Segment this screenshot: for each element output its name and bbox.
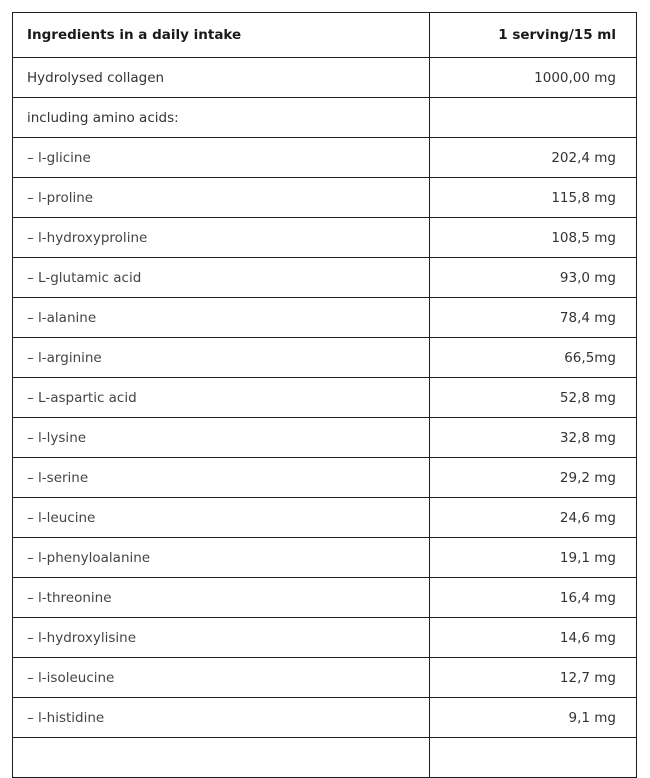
ingredient-amount: 29,2 mg	[430, 458, 637, 498]
ingredient-name: – l-hydroxylisine	[13, 618, 430, 658]
ingredient-amount: 202,4 mg	[430, 138, 637, 178]
table-row	[13, 498, 637, 538]
ingredient-amount: 16,4 mg	[430, 578, 637, 618]
ingredient-name: – l-histidine	[13, 698, 430, 738]
ingredient-name: Hydrolysed collagen	[13, 58, 430, 98]
table-row	[13, 698, 637, 738]
ingredient-amount: 9,1 mg	[430, 698, 637, 738]
ingredient-name: – l-serine	[13, 458, 430, 498]
table-row	[13, 618, 637, 658]
ingredient-name: – l-lysine	[13, 418, 430, 458]
ingredient-name: – l-leucine	[13, 498, 430, 538]
ingredient-name: including amino acids:	[13, 98, 430, 138]
ingredient-name: – l-hydroxyproline	[13, 218, 430, 258]
ingredient-amount: 108,5 mg	[430, 218, 637, 258]
ingredient-name: – l-arginine	[13, 338, 430, 378]
ingredient-name: – l-glicine	[13, 138, 430, 178]
ingredient-amount: 1000,00 mg	[430, 58, 637, 98]
ingredient-amount: 32,8 mg	[430, 418, 637, 458]
ingredient-name: – l-threonine	[13, 578, 430, 618]
table-row	[13, 538, 637, 578]
ingredient-amount: 24,6 mg	[430, 498, 637, 538]
ingredients-table-container	[12, 12, 636, 778]
ingredient-amount: 12,7 mg	[430, 658, 637, 698]
table-row	[13, 338, 637, 378]
ingredient-name: – l-alanine	[13, 298, 430, 338]
ingredient-name: – L-glutamic acid	[13, 258, 430, 298]
table-row	[13, 98, 637, 138]
table-row	[13, 658, 637, 698]
table-row	[13, 378, 637, 418]
ingredient-name: – l-phenyloalanine	[13, 538, 430, 578]
ingredient-amount: 93,0 mg	[430, 258, 637, 298]
table-row	[13, 578, 637, 618]
table-row	[13, 298, 637, 338]
table-row	[13, 138, 637, 178]
table-row	[13, 258, 637, 298]
ingredients-table	[12, 12, 637, 778]
table-row	[13, 58, 637, 98]
table-row	[13, 218, 637, 258]
table-row	[13, 458, 637, 498]
ingredient-amount: 19,1 mg	[430, 538, 637, 578]
ingredient-amount: 14,6 mg	[430, 618, 637, 658]
header-ingredients: Ingredients in a daily intake	[13, 13, 430, 58]
ingredient-name: – L-aspartic acid	[13, 378, 430, 418]
table-header-row	[13, 13, 637, 58]
ingredient-amount: 66,5mg	[430, 338, 637, 378]
ingredient-name: – l-isoleucine	[13, 658, 430, 698]
ingredient-amount: 115,8 mg	[430, 178, 637, 218]
ingredient-amount: 52,8 mg	[430, 378, 637, 418]
ingredient-amount: 78,4 mg	[430, 298, 637, 338]
table-row	[13, 418, 637, 458]
table-row	[13, 178, 637, 218]
ingredient-name: – l-proline	[13, 178, 430, 218]
ingredient-amount	[430, 98, 637, 138]
header-serving: 1 serving/15 ml	[430, 13, 637, 58]
